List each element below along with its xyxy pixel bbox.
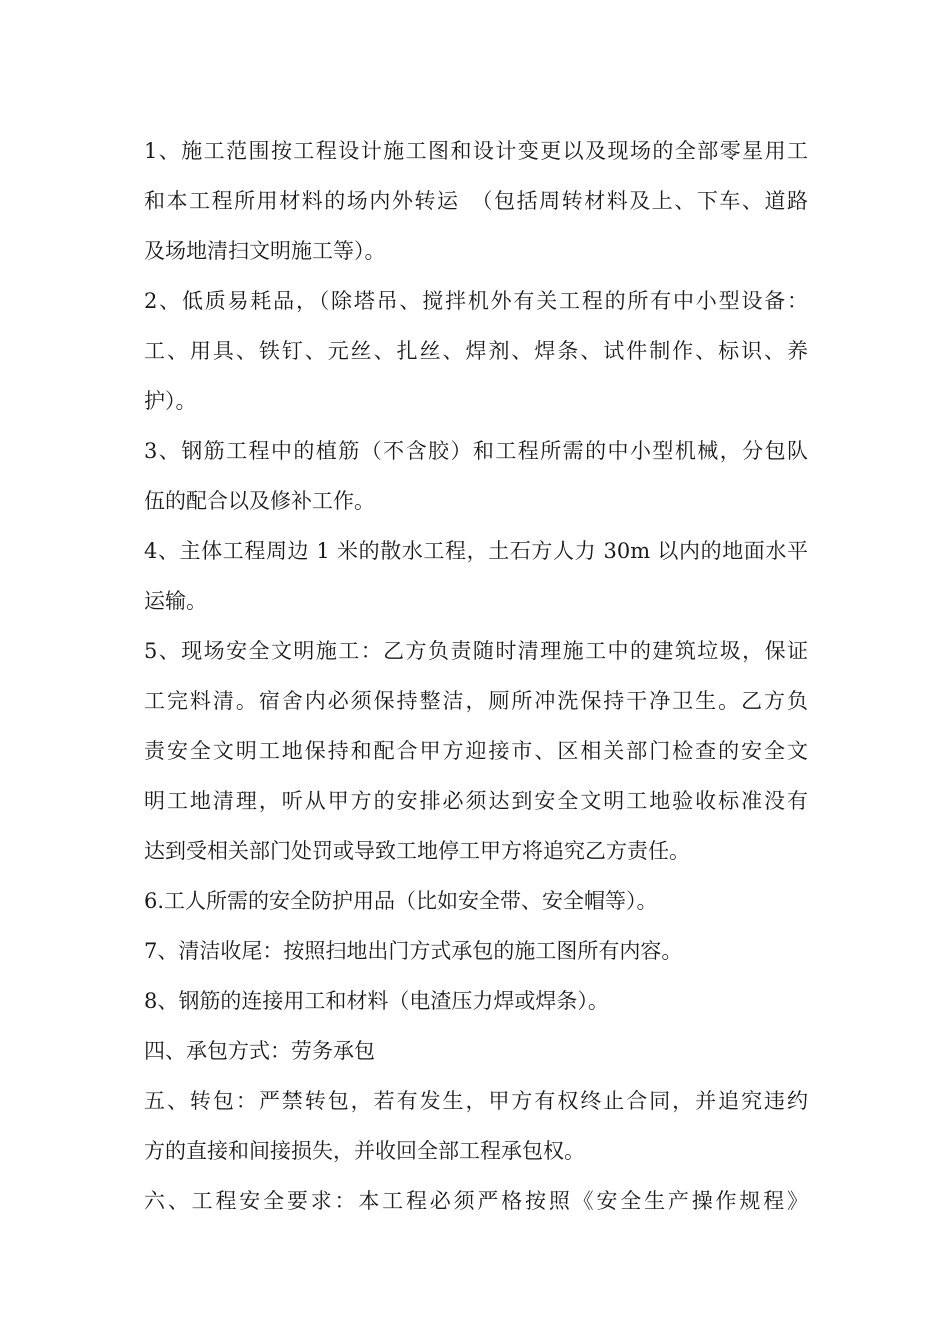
text-line: 2、低质易耗品，（除塔吊、搅拌机外有关工程的所有中小型设备： xyxy=(144,289,808,313)
text-line: 及场地清扫文明施工等）。 xyxy=(144,239,386,263)
text-line: 工完料清。宿舍内必须保持整洁，厕所冲洗保持干净卫生。乙方负 xyxy=(144,689,808,713)
text-line: 伍的配合以及修补工作。 xyxy=(144,489,375,513)
text-line: 4、主体工程周边 1 米的散水工程，土石方人力 30m 以内的地面水平 xyxy=(144,539,808,563)
text-line: 五、转包：严禁转包，若有发生，甲方有权终止合同，并追究违约 xyxy=(144,1089,808,1113)
text-line: 8、钢筋的连接用工和材料（电渣压力焊或焊条）。 xyxy=(144,989,609,1013)
text-line: 5、现场安全文明施工：乙方负责随时清理施工中的建筑垃圾，保证 xyxy=(144,639,808,663)
text-line: 达到受相关部门处罚或导致工地停工甲方将追究乙方责任。 xyxy=(144,839,690,863)
document-body xyxy=(144,126,808,1226)
text-line: 运输。 xyxy=(144,589,207,613)
text-line: 7、清洁收尾：按照扫地出门方式承包的施工图所有内容。 xyxy=(144,939,683,963)
text-line: 工、用具、铁钉、元丝、扎丝、焊剂、焊条、试件制作、标识、养 xyxy=(144,339,808,363)
text-line: 1、施工范围按工程设计施工图和设计变更以及现场的全部零星用工 xyxy=(144,139,808,163)
text-line: 四、承包方式：劳务承包 xyxy=(144,1039,375,1063)
text-line: 明工地清理，听从甲方的安排必须达到安全文明工地验收标准没有 xyxy=(144,789,808,813)
text-line: 3、钢筋工程中的植筋（不含胶）和工程所需的中小型机械，分包队 xyxy=(144,439,808,463)
text-line: 护）。 xyxy=(144,389,197,413)
text-line: 六、工程安全要求：本工程必须严格按照《安全生产操作规程》 xyxy=(144,1189,808,1213)
text-line: 6.工人所需的安全防护用品（比如安全带、安全帽等）。 xyxy=(144,889,658,913)
text-line: 责安全文明工地保持和配合甲方迎接市、区相关部门检查的安全文 xyxy=(144,739,808,763)
text-line: 和本工程所用材料的场内外转运 （包括周转材料及上、下车、道路 xyxy=(144,189,808,213)
text-line: 方的直接和间接损失，并收回全部工程承包权。 xyxy=(144,1139,585,1163)
